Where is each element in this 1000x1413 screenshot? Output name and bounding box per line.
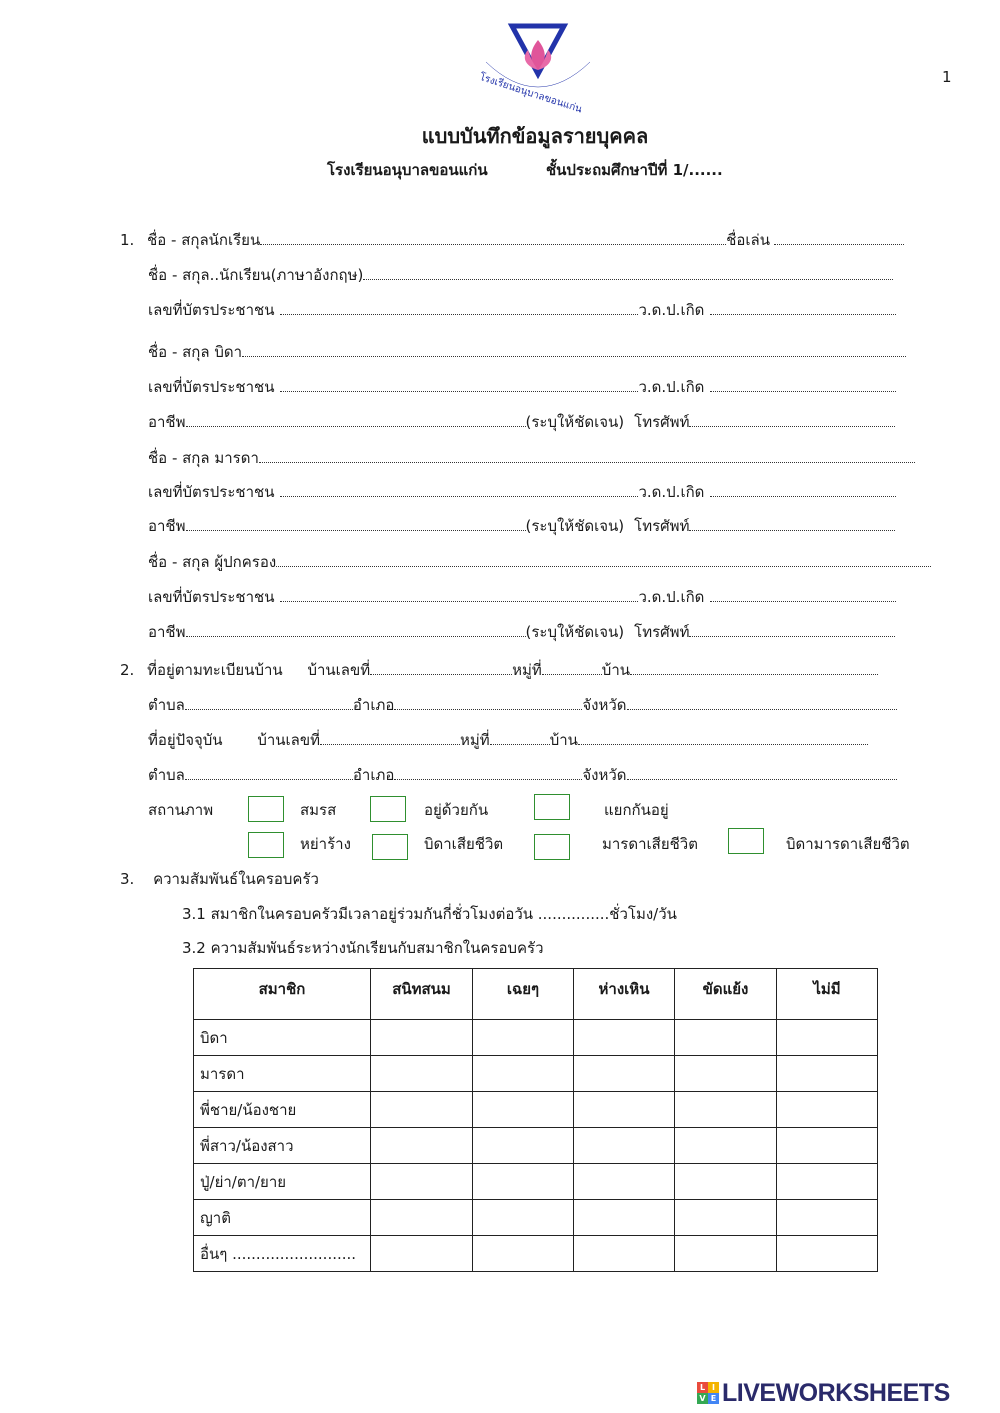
phone-label: โทรศัพท์ [634,623,690,641]
page-title: แบบบันทึกข้อมูลรายบุคคล [421,124,649,148]
section1-row-father-name [148,338,906,366]
rating-cell[interactable] [574,1092,675,1128]
rating-cell[interactable] [777,1020,878,1056]
mother-name-label: ชื่อ - สกุล มารดา [148,449,259,467]
rating-cell[interactable] [675,1092,777,1128]
question-3-1: 3.1 สมาชิกในครอบครัวมีเวลาอยู่ร่วมกันกี่ชั่วโมงต่อวัน ...............ชั่วโมง/วัน [182,905,677,923]
student-dob-field[interactable] [710,296,896,315]
member-cell: อื่นๆ .......................... [194,1236,371,1272]
current-address-label: ที่อยู่ปัจจุบัน [148,731,223,749]
section1-row-student-name [120,226,904,254]
rating-cell[interactable] [675,1236,777,1272]
mother-dob-field[interactable] [710,478,896,497]
house-no-label: บ้านเลขที่ [257,731,321,749]
guardian-dob-field[interactable] [710,583,896,602]
rating-cell[interactable] [777,1056,878,1092]
father-phone-field[interactable] [689,408,895,427]
rating-cell[interactable] [574,1128,675,1164]
nickname-field[interactable] [774,226,904,245]
village-label: บ้าน [601,661,630,679]
lw-mark-i: I [708,1382,719,1393]
father-id-field[interactable] [280,373,638,392]
table-header-row [194,969,878,1020]
student-name-en-label: ชื่อ - สกุล..นักเรียน(ภาษาอังกฤษ) [148,266,364,284]
section1-row-father-occupation [148,408,895,436]
member-cell: มารดา [194,1056,371,1092]
table-row [194,1200,878,1236]
header-none: ไม่มี [777,969,878,1020]
rating-cell[interactable] [371,1128,473,1164]
rating-cell[interactable] [574,1056,675,1092]
status-label: สถานภาพ [148,801,214,819]
status-mother-deceased-label: มารดาเสียชีวิต [602,835,698,853]
section2-row-registered-address [120,656,878,684]
status-mother-deceased-checkbox[interactable] [534,834,570,860]
province-label: จังหวัด [582,766,627,784]
member-cell: บิดา [194,1020,371,1056]
guardian-occupation-field[interactable] [186,618,526,637]
rating-cell[interactable] [777,1128,878,1164]
section3-heading [120,865,319,893]
lw-mark-l: L [697,1382,708,1393]
rating-cell[interactable] [371,1236,473,1272]
rating-cell[interactable] [675,1128,777,1164]
rating-cell[interactable] [777,1200,878,1236]
specify-label: (ระบุให้ชัดเจน) [525,517,625,535]
rating-cell[interactable] [574,1020,675,1056]
page-number: 1 [942,68,952,86]
subdistrict-label: ตำบล [148,696,185,714]
guardian-id-field[interactable] [280,583,638,602]
subdistrict-label: ตำบล [148,766,185,784]
status-married-checkbox[interactable] [248,796,284,822]
rating-cell[interactable] [777,1236,878,1272]
current-house-no-field[interactable] [320,726,460,745]
status-married-label: สมรส [300,801,337,819]
current-subdistrict-field[interactable] [185,761,353,780]
section2-number: 2. [120,661,135,679]
rating-cell[interactable] [371,1164,473,1200]
id-card-label: เลขที่บัตรประชาชน [148,301,275,319]
moo-label: หมู่ที่ [460,731,490,749]
liveworksheets-brand: LIVEWORKSHEETS [722,1378,950,1407]
district-label: อำเภอ [352,696,395,714]
father-dob-field[interactable] [710,373,896,392]
district-label: อำเภอ [352,766,395,784]
header-close: สนิทสนม [371,969,473,1020]
header-conflict: ขัดแย้ง [675,969,777,1020]
dob-label: ว.ด.ป.เกิด [638,301,705,319]
school-logo [477,22,598,116]
section1-row-student-name-en [148,261,893,289]
table-row [194,1236,878,1272]
nickname-label: ชื่อเล่น [726,231,770,249]
registered-village-field[interactable] [630,656,878,675]
guardian-name-label: ชื่อ - สกุล ผู้ปกครอง [148,553,277,571]
table-row [194,1092,878,1128]
liveworksheets-icon [697,1382,719,1404]
rating-cell[interactable] [574,1200,675,1236]
section1-row-guardian-name [148,548,931,576]
mother-phone-field[interactable] [689,512,895,531]
rating-cell[interactable] [777,1164,878,1200]
house-no-label: บ้านเลขที่ [307,661,371,679]
family-relationship-table [193,968,878,1272]
id-card-label: เลขที่บัตรประชาชน [148,588,275,606]
section3-number: 3. [120,870,135,888]
status-living-together-label: อยู่ด้วยกัน [424,801,489,819]
registered-moo-field[interactable] [542,656,602,675]
dob-label: ว.ด.ป.เกิด [638,483,705,501]
section1-row-student-id [148,296,896,324]
rating-cell[interactable] [371,1092,473,1128]
status-separated-checkbox[interactable] [534,794,570,820]
status-father-deceased-checkbox[interactable] [372,834,408,860]
section1-row-mother-name [148,444,915,472]
guardian-name-field[interactable] [276,548,931,567]
specify-label: (ระบุให้ชัดเจน) [525,623,625,641]
table-row [194,1164,878,1200]
header-member: สมาชิก [194,969,371,1020]
section1-row-mother-id [148,478,896,506]
father-name-label: ชื่อ - สกุล บิดา [148,343,243,361]
rating-cell[interactable] [473,1164,574,1200]
registered-district-field[interactable] [394,691,582,710]
member-cell: ปู่/ย่า/ตา/ยาย [194,1164,371,1200]
id-card-label: เลขที่บัตรประชาชน [148,378,275,396]
rating-cell[interactable] [473,1128,574,1164]
question-3-2: 3.2 ความสัมพันธ์ระหว่างนักเรียนกับสมาชิกในครอบครัว [182,939,544,957]
header-neutral: เฉยๆ [473,969,574,1020]
rating-cell[interactable] [574,1164,675,1200]
section1-row-father-id [148,373,896,401]
grade-level: ชั้นประถมศึกษาปีที่ 1/...... [546,161,723,179]
student-id-field[interactable] [280,296,638,315]
liveworksheets-logo[interactable] [697,1378,950,1408]
dob-label: ว.ด.ป.เกิด [638,378,705,396]
phone-label: โทรศัพท์ [634,413,690,431]
registered-address-label: ที่อยู่ตามทะเบียนบ้าน [147,661,283,679]
status-both-deceased-label: บิดามารดาเสียชีวิต [786,835,910,853]
section2-row-registered-district [148,691,897,719]
rating-cell[interactable] [371,1056,473,1092]
rating-cell[interactable] [473,1020,574,1056]
rating-cell[interactable] [473,1056,574,1092]
lw-mark-v: V [697,1393,708,1404]
rating-cell[interactable] [371,1200,473,1236]
student-name-en-field[interactable] [363,261,893,280]
rating-cell[interactable] [574,1236,675,1272]
specify-label: (ระบุให้ชัดเจน) [525,413,625,431]
status-divorced-label: หย่าร้าง [300,835,351,853]
rating-cell[interactable] [777,1092,878,1128]
rating-cell[interactable] [675,1164,777,1200]
member-cell: ญาติ [194,1200,371,1236]
section2-row-current-address [148,726,868,754]
occupation-label: อาชีพ [148,413,186,431]
rating-cell[interactable] [675,1056,777,1092]
table-row [194,1056,878,1092]
table-row [194,1128,878,1164]
section1-row-mother-occupation [148,512,895,540]
current-village-field[interactable] [578,726,868,745]
table-row [194,1020,878,1056]
occupation-label: อาชีพ [148,623,186,641]
member-cell: พี่สาว/น้องสาว [194,1128,371,1164]
rating-cell[interactable] [473,1236,574,1272]
logo-text: โรงเรียนอนุบาลขอนแก่น [477,71,584,116]
lw-mark-e: E [708,1393,719,1404]
rating-cell[interactable] [473,1200,574,1236]
registered-subdistrict-field[interactable] [185,691,353,710]
id-card-label: เลขที่บัตรประชาชน [148,483,275,501]
mother-name-field[interactable] [259,444,915,463]
school-name: โรงเรียนอนุบาลขอนแก่น [327,161,488,179]
status-separated-label: แยกกันอยู่ [604,801,669,819]
registered-province-field[interactable] [627,691,897,710]
status-both-deceased-checkbox[interactable] [728,828,764,854]
village-label: บ้าน [549,731,578,749]
student-name-label: ชื่อ - สกุลนักเรียน [147,231,261,249]
father-occupation-field[interactable] [186,408,526,427]
section1-row-guardian-id [148,583,896,611]
rating-cell[interactable] [675,1200,777,1236]
section2-row-current-district [148,761,897,789]
status-living-together-checkbox[interactable] [370,796,406,822]
registered-house-no-field[interactable] [370,656,512,675]
rating-cell[interactable] [371,1020,473,1056]
current-province-field[interactable] [627,761,897,780]
guardian-phone-field[interactable] [689,618,895,637]
phone-label: โทรศัพท์ [634,517,690,535]
status-divorced-checkbox[interactable] [248,832,284,858]
header-distant: ห่างเหิน [574,969,675,1020]
current-district-field[interactable] [394,761,582,780]
dob-label: ว.ด.ป.เกิด [638,588,705,606]
moo-label: หมู่ที่ [512,661,542,679]
occupation-label: อาชีพ [148,517,186,535]
section3-title: ความสัมพันธ์ในครอบครัว [153,870,319,888]
province-label: จังหวัด [582,696,627,714]
father-name-field[interactable] [242,338,906,357]
current-moo-field[interactable] [490,726,550,745]
mother-id-field[interactable] [280,478,638,497]
student-name-field[interactable] [260,226,726,245]
member-cell: พี่ชาย/น้องชาย [194,1092,371,1128]
mother-occupation-field[interactable] [186,512,526,531]
rating-cell[interactable] [675,1020,777,1056]
status-father-deceased-label: บิดาเสียชีวิต [424,835,504,853]
section1-row-guardian-occupation [148,618,895,646]
rating-cell[interactable] [473,1092,574,1128]
section1-number: 1. [120,231,135,249]
